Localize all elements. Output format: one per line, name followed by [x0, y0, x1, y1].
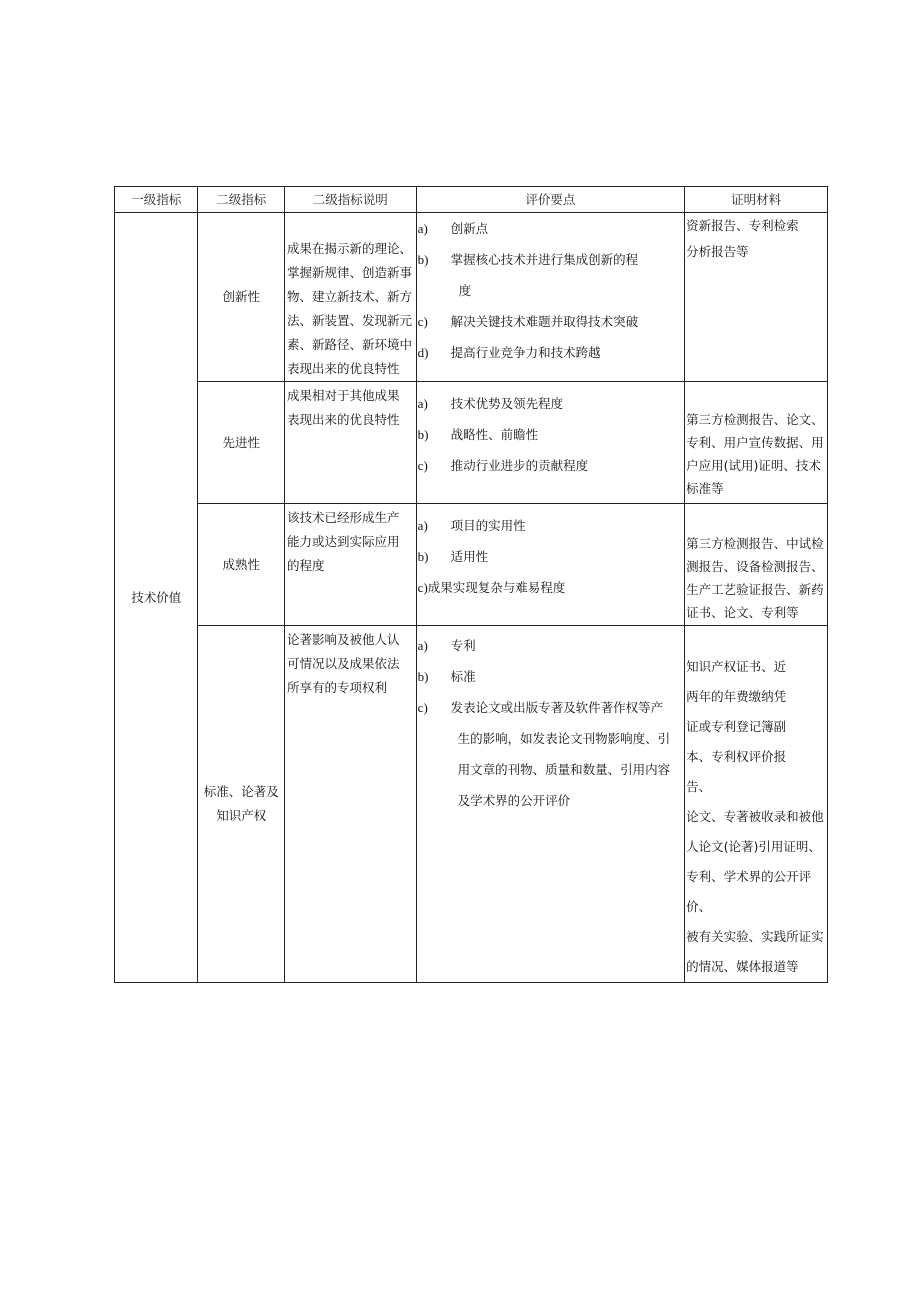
- desc-line: 所享有的专项权利: [286, 680, 387, 695]
- proof-line: 知识产权证书、近: [686, 659, 787, 674]
- point-text: 标准: [450, 669, 476, 684]
- desc-cell: [284, 504, 416, 626]
- header-eval-points: 评价要点: [416, 187, 685, 213]
- proof-line: 标准等: [686, 481, 724, 496]
- desc-line: 素、新路径、新环境中: [286, 337, 412, 352]
- desc-cell: [284, 382, 416, 504]
- point-marker: c): [417, 458, 428, 473]
- proof-line: 户应用(试用)证明、技术: [686, 458, 821, 473]
- proof-line: 测报告、设备检测报告、: [686, 559, 824, 574]
- desc-line: 物、建立新技术、新方: [286, 289, 412, 304]
- header-level2: 二级指标: [198, 187, 284, 213]
- point-text: 创新点: [450, 221, 489, 236]
- point-marker: b): [417, 669, 429, 684]
- proof-line: 论文、专著被收录和被他: [686, 809, 824, 824]
- level2-cell: [198, 626, 284, 983]
- list-item: [418, 306, 681, 337]
- point-continuation-line: 用文章的刊物、质量和数量、引用内容: [457, 762, 671, 777]
- proof-line: 两年的年费缴纳凭: [686, 689, 787, 704]
- desc-line: 法、新装置、发现新元: [286, 313, 412, 328]
- proof-line: 资新报告、专利检索: [686, 218, 799, 233]
- table-row: [115, 213, 828, 382]
- list-item: [418, 692, 681, 723]
- level1-label: 技术价值: [131, 589, 182, 605]
- desc-line: 掌握新规律、创造新事: [286, 265, 412, 280]
- desc-line: 该技术已经形成生产: [286, 510, 400, 525]
- point-continuation-line: 生的影响，如发表论文刊物影响度、引: [457, 731, 671, 746]
- point-marker: c): [417, 700, 428, 715]
- proof-cell: [685, 382, 828, 504]
- proof-line: 第三方检测报告、中试检: [686, 536, 824, 551]
- point-text: 掌握核心技术并进行集成创新的程: [450, 252, 639, 267]
- list-item: [418, 630, 681, 661]
- table-row: [115, 382, 828, 504]
- point-text: 成果实现复杂与难易程度: [427, 580, 566, 595]
- point-marker: b): [417, 252, 429, 267]
- table-row: [115, 626, 828, 983]
- point-text: 发表论文或出版专著及软件著作权等产: [450, 700, 664, 715]
- proof-line: 本、专利权评价报: [686, 749, 787, 764]
- point-text: 推动行业进步的贡献程度: [450, 458, 589, 473]
- desc-line: 成果在揭示新的理论、: [286, 241, 412, 256]
- desc-line: 的程度: [286, 558, 325, 573]
- desc-line: 表现出来的优良特性: [286, 412, 400, 427]
- evaluation-table-container: [114, 186, 828, 983]
- proof-line: 告、: [686, 779, 712, 794]
- list-item: [418, 388, 681, 419]
- level2-cell: [198, 504, 284, 626]
- list-item: [418, 244, 681, 275]
- level2-label: 先进性: [222, 434, 260, 450]
- level1-cell: [115, 213, 198, 983]
- point-text: 提高行业竞争力和技术跨越: [450, 345, 601, 360]
- level2-label: 创新性: [222, 289, 260, 304]
- desc-line: 可情况以及成果依法: [286, 656, 400, 671]
- level2-label: 成熟性: [222, 556, 260, 572]
- header-proof: 证明材料: [685, 187, 828, 213]
- point-marker: a): [417, 518, 428, 533]
- table-row: [115, 504, 828, 626]
- list-item: [418, 275, 681, 306]
- point-marker: a): [417, 396, 428, 411]
- header-level2-desc: 二级指标说明: [284, 187, 416, 213]
- point-marker: a): [417, 221, 428, 236]
- proof-line: 生产工艺验证报告、新药: [686, 582, 824, 597]
- desc-cell: [284, 213, 416, 382]
- desc-line: 论著影响及被他人认: [286, 632, 400, 647]
- desc-line: 成果相对于其他成果: [286, 388, 400, 403]
- point-text: 专利: [450, 638, 476, 653]
- evaluation-table: [114, 186, 828, 983]
- proof-line: 证书、论文、专利等: [686, 605, 799, 620]
- desc-cell: [284, 626, 416, 983]
- header-row: [115, 187, 828, 213]
- point-marker: c): [417, 314, 428, 329]
- points-cell: [416, 382, 685, 504]
- desc-line: 表现出来的优良特性: [286, 361, 400, 376]
- desc-line: 能力或达到实际应用: [286, 534, 400, 549]
- proof-cell: [685, 504, 828, 626]
- proof-cell: [685, 626, 828, 983]
- point-marker: c): [417, 580, 428, 595]
- point-text: 项目的实用性: [450, 518, 526, 533]
- list-item: [418, 213, 681, 244]
- list-item: [418, 510, 681, 541]
- level2-cell: [198, 213, 284, 382]
- list-item: [418, 541, 681, 572]
- point-text: 技术优势及领先程度: [450, 396, 564, 411]
- list-item: [418, 337, 681, 368]
- point-text: 战略性、前瞻性: [450, 427, 539, 442]
- proof-line: 第三方检测报告、论文、: [686, 412, 824, 427]
- list-item: [418, 419, 681, 450]
- level2-label-line: 标准、论著及: [203, 784, 279, 799]
- point-text: 适用性: [450, 549, 489, 564]
- list-item: [418, 661, 681, 692]
- list-item: [418, 572, 681, 603]
- list-item: [418, 450, 681, 481]
- point-marker: b): [417, 427, 429, 442]
- point-text: 度: [458, 283, 472, 298]
- point-marker: a): [417, 638, 428, 653]
- proof-line: 被有关实验、实践所证实: [686, 929, 824, 944]
- proof-line: 专利、用户宣传数据、用: [686, 435, 824, 450]
- point-continuation-line: 及学术界的公开评价: [457, 793, 571, 808]
- points-cell: [416, 504, 685, 626]
- point-marker: d): [417, 345, 429, 360]
- points-cell: [416, 213, 685, 382]
- proof-line: 专利、学术界的公开评价、: [686, 869, 812, 914]
- proof-line: 人论文(论著)引用证明、: [686, 839, 821, 854]
- proof-line: 分析报告等: [686, 244, 749, 259]
- level2-label-line: 知识产权: [216, 808, 267, 823]
- points-cell: [416, 626, 685, 983]
- level2-cell: [198, 382, 284, 504]
- point-marker: b): [417, 549, 429, 564]
- header-level1: 一级指标: [115, 187, 198, 213]
- proof-line: 的情况、媒体报道等: [686, 959, 799, 974]
- point-text: 解决关键技术难题并取得技术突破: [450, 314, 639, 329]
- proof-line: 证或专利登记簿副: [686, 719, 787, 734]
- proof-cell: [685, 213, 828, 382]
